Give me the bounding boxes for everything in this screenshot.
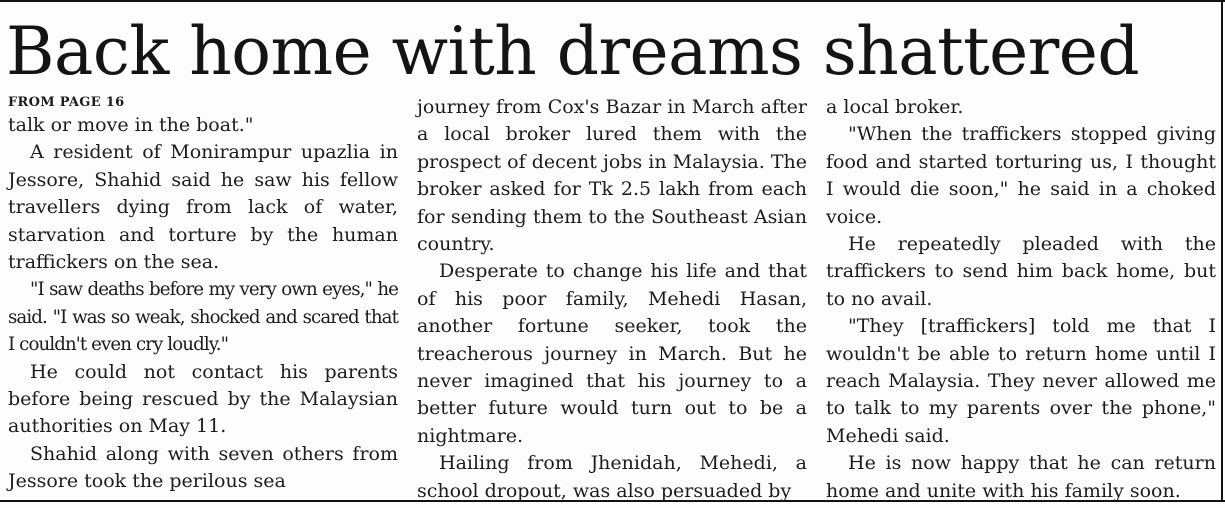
paragraph: A resident of Monirampur upazlia in Jessore, Shahid said he saw his fellow travellers dying from lack of water, starvation and torture by the human traffickers on the sea. [8,141,398,274]
paragraph: a local broker. [826,96,964,118]
paragraph: He is now happy that he can return home and unite with his family soon. [826,452,1216,502]
paragraph: Hailing from Jhenidah, Mehedi, a school dropout, was also persuaded by [417,452,807,502]
paragraph: He repeatedly pleaded with the traffickers to send him back home, but to no avail. [826,233,1216,310]
column-2 [417,94,807,505]
column-3 [826,94,1216,505]
paragraph: journey from Cox's Bazar in March after a local broker lured them with the prospect of decent jobs in Malaysia. The broker asked for Tk 2.5 lakh from each for sending them to the Southeast Asian country. [417,96,807,256]
paragraph: talk or move in the boat." [8,114,254,136]
column-1 [8,94,398,496]
paragraph: Shahid along with seven others from Jessore took the perilous sea [8,442,398,493]
paragraph: He could not contact his parents before being rescued by the Malaysian authorities on May 11. [8,360,398,438]
paragraph: "I saw deaths before my very own eyes," he said. "I was so weak, shocked and scared that I couldn't even cry loudly." [8,279,398,356]
paragraph: Desperate to change his life and that of his poor family, Mehedi Hasan, another fortune seeker, took the treacherous journey in March. But he never imagined that his journey to a better future would turn out to be a nightmare. [417,260,807,447]
continuation-kicker: FROM PAGE 16 [8,95,125,110]
top-rule [0,0,1225,2]
paragraph: "When the traffickers stopped giving food and started torturing us, I thought I would die soon," he said in a choked voice. [826,123,1216,228]
right-rule [1221,0,1223,502]
paragraph: "They [traffickers] told me that I wouldn't be able to return home until I reach Malaysia. They never allowed me to talk to my parents over the phone," Mehedi said. [826,315,1216,447]
headline: Back home with dreams shattered [6,13,1140,90]
